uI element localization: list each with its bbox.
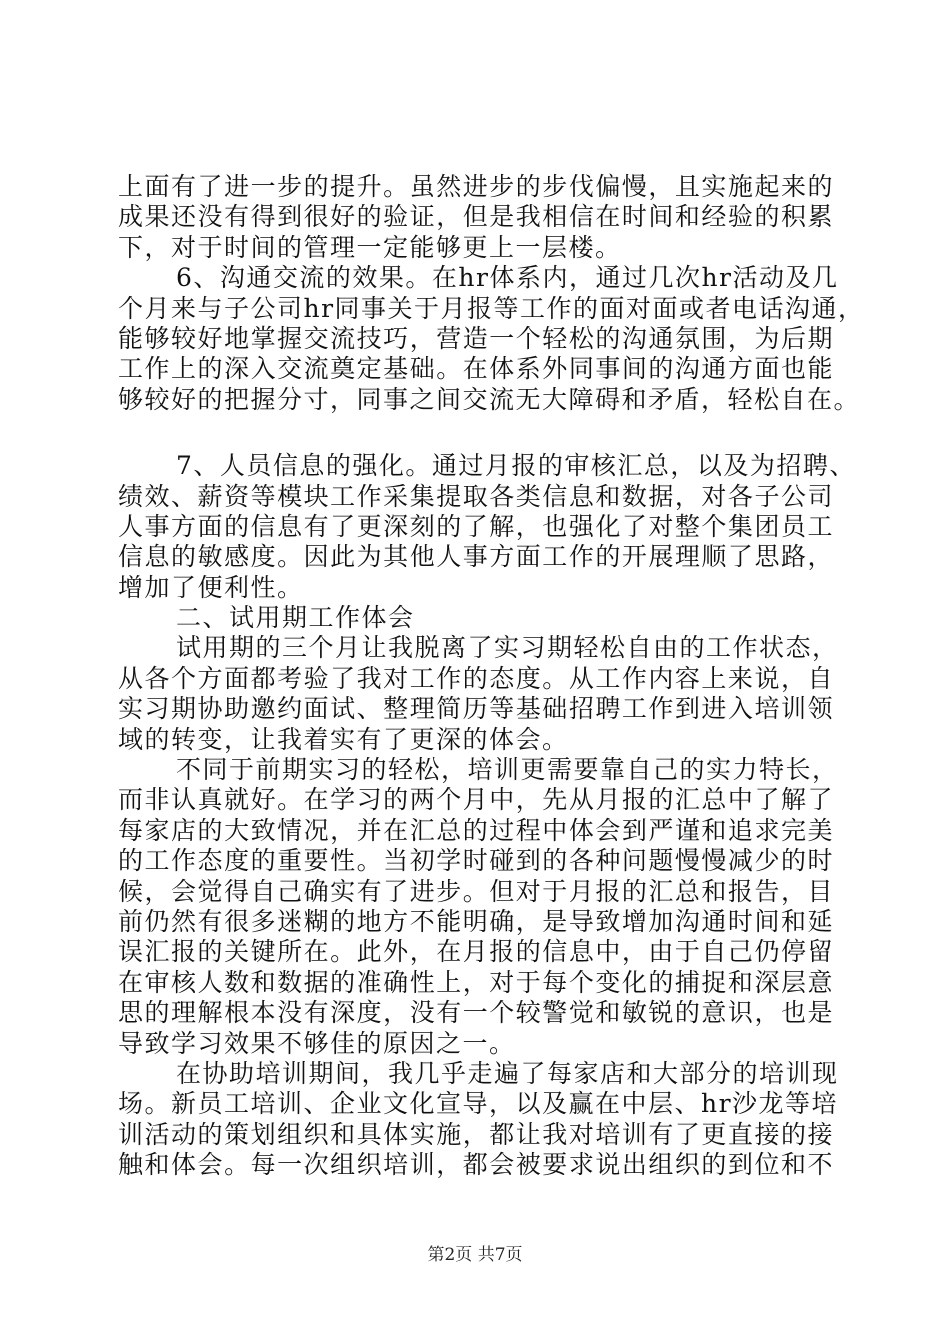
text-line: 人事方面的信息有了更深刻的了解，也强化了对整个集团员工 <box>118 511 834 541</box>
text-line: 在审核人数和数据的准确性上，对于每个变化的捕捉和深层意 <box>118 967 834 997</box>
text-line: 的工作态度的重要性。当初学时碰到的各种问题慢慢减少的时 <box>118 846 834 876</box>
text-line: 前仍然有很多迷糊的地方不能明确，是导致增加沟通时间和延 <box>118 906 834 936</box>
text-line: 下，对于时间的管理一定能够更上一层楼。 <box>118 232 622 262</box>
paragraph-gap <box>118 415 834 451</box>
text-line: 试用期的三个月让我脱离了实习期轻松自由的工作状态， <box>176 633 839 663</box>
text-line: 能够较好地掌握交流技巧，营造一个轻松的沟通氛围，为后期 <box>118 323 834 353</box>
text-line: 从各个方面都考验了我对工作的态度。从工作内容上来说，自 <box>118 663 834 693</box>
text-line: 导致学习效果不够佳的原因之一。 <box>118 1028 516 1058</box>
text-line: 个月来与子公司hr同事关于月报等工作的面对面或者电话沟通， <box>118 293 865 323</box>
text-line: 每家店的大致情况，并在汇总的过程中体会到严谨和追求完美 <box>118 815 834 845</box>
text-line: 信息的敏感度。因此为其他人事方面工作的开展理顺了思路， <box>118 542 834 572</box>
section-heading: 二、试用期工作体会 <box>176 603 415 633</box>
text-line: 工作上的深入交流奠定基础。在体系外同事间的沟通方面也能 <box>118 354 834 384</box>
text-line: 思的理解根本没有深度，没有一个较警觉和敏锐的意识，也是 <box>118 998 834 1028</box>
text-line: 6、沟通交流的效果。在hr体系内，通过几次hr活动及几 <box>176 263 839 293</box>
page-number: 第2页 共7页 <box>427 1245 523 1265</box>
text-line: 不同于前期实习的轻松，培训更需要靠自己的实力特长， <box>176 755 839 785</box>
text-line: 误汇报的关键所在。此外，在月报的信息中，由于自己仍停留 <box>118 937 834 967</box>
text-line: 实习期协助邀约面试、整理简历等基础招聘工作到进入培训领 <box>118 694 834 724</box>
text-line: 增加了便利性。 <box>118 572 304 602</box>
text-line: 候，会觉得自己确实有了进步。但对于月报的汇总和报告，目 <box>118 876 834 906</box>
text-line: 在协助培训期间，我几乎走遍了每家店和大部分的培训现 <box>176 1058 839 1088</box>
text-line: 场。新员工培训、企业文化宣导，以及赢在中层、hr沙龙等培 <box>118 1089 839 1119</box>
text-line: 而非认真就好。在学习的两个月中，先从月报的汇总中了解了 <box>118 785 834 815</box>
document-body <box>118 172 865 1181</box>
text-line: 触和体会。每一次组织培训，都会被要求说出组织的到位和不 <box>118 1150 834 1180</box>
text-line: 上面有了进一步的提升。虽然进步的步伐偏慢，且实施起来的 <box>118 172 834 201</box>
text-line: 成果还没有得到很好的验证，但是我相信在时间和经验的积累 <box>118 202 834 232</box>
text-line: 7、人员信息的强化。通过月报的审核汇总，以及为招聘、 <box>176 451 856 481</box>
text-line: 训活动的策划组织和具体实施，都让我对培训有了更直接的接 <box>118 1119 834 1149</box>
text-line: 绩效、薪资等模块工作采集提取各类信息和数据，对各子公司 <box>118 481 834 511</box>
text-line: 够较好的把握分寸，同事之间交流无大障碍和矛盾，轻松自在。 <box>118 384 861 414</box>
text-line: 域的转变，让我着实有了更深的体会。 <box>118 724 569 754</box>
